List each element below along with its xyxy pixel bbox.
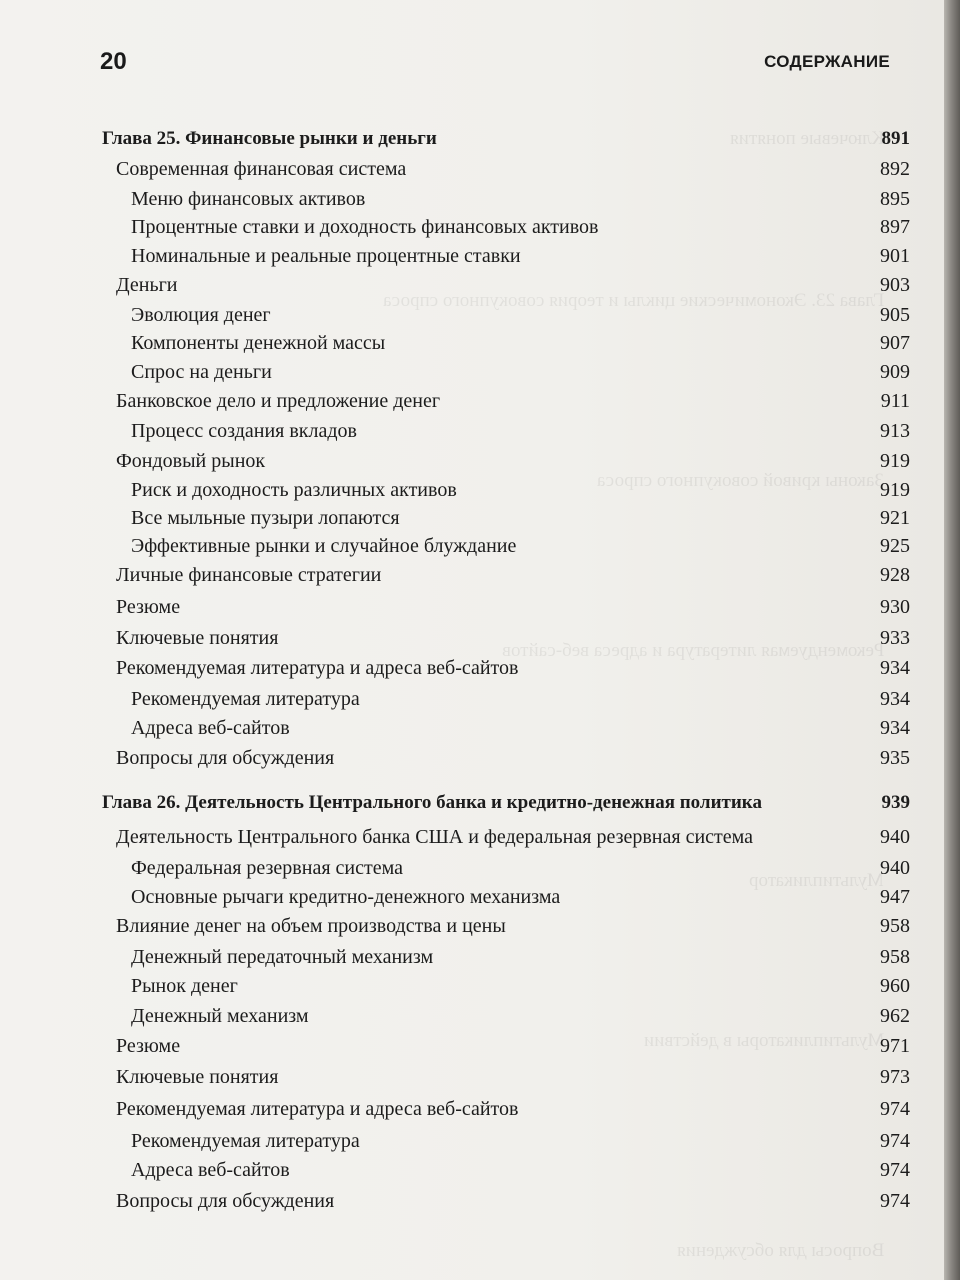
toc-entry (0, 479, 944, 509)
bleed-through-text: Глава 23. Экономические циклы и теория совокупного спроса (382, 290, 884, 311)
entry-title: Ключевые понятия (116, 1066, 279, 1088)
entry-page: 958 (880, 915, 910, 937)
entry-page: 934 (880, 657, 910, 679)
toc-entry (0, 946, 944, 976)
entry-title: Процентные ставки и доходность финансовых активов (131, 216, 599, 238)
entry-page: 974 (880, 1130, 910, 1152)
toc-entry (0, 188, 944, 218)
entry-title: Рекомендуемая литература и адреса веб-сайтов (116, 657, 519, 679)
toc-entry (0, 915, 944, 945)
entry-page: 928 (880, 564, 910, 586)
entry-title: Адреса веб-сайтов (131, 1159, 290, 1181)
toc-entry (0, 564, 944, 594)
entry-title: Адреса веб-сайтов (131, 717, 290, 739)
entry-page: 935 (880, 747, 910, 769)
chapter-page: 939 (881, 792, 910, 813)
toc-entry (0, 1159, 944, 1189)
entry-title: Влияние денег на объем производства и цены (116, 915, 506, 937)
toc-entry (0, 1066, 944, 1096)
chapter-page: 891 (881, 128, 910, 149)
toc-entry (0, 1035, 944, 1065)
entry-page: 934 (880, 688, 910, 710)
entry-page: 895 (880, 188, 910, 210)
entry-page: 897 (880, 216, 910, 238)
entry-page: 962 (880, 1005, 910, 1027)
running-head: СОДЕРЖАНИЕ (764, 52, 890, 71)
entry-title: Деятельность Центрального банка США и федеральная резервная система (116, 826, 754, 848)
entry-page: 974 (880, 1159, 910, 1181)
entry-title: Денежный механизм (131, 1005, 309, 1027)
entry-page: 919 (880, 450, 910, 472)
chapter-title: Глава 26. Деятельность Центрального банка и кредитно-денежная политика (102, 792, 762, 813)
entry-title: Номинальные и реальные процентные ставки (131, 245, 521, 267)
toc-entry (0, 390, 944, 420)
toc-entry (0, 747, 944, 777)
toc-entry (0, 274, 944, 304)
bleed-through-text: Ключевые понятия (729, 128, 884, 149)
toc-entry (0, 245, 944, 275)
toc-chapter (0, 792, 944, 822)
toc-entry (0, 361, 944, 391)
toc-entry (0, 886, 944, 916)
chapter-title: Глава 25. Финансовые рынки и деньги (102, 128, 437, 149)
entry-title: Компоненты денежной массы (131, 332, 386, 354)
toc-entry (0, 1130, 944, 1160)
entry-page: 892 (880, 158, 910, 180)
entry-title: Федеральная резервная система (131, 857, 403, 879)
toc-entry (0, 158, 944, 188)
entry-page: 925 (880, 535, 910, 557)
entry-title: Рекомендуемая литература и адреса веб-сайтов (116, 1098, 519, 1120)
entry-title: Процесс создания вкладов (131, 420, 357, 442)
toc-entry (0, 216, 944, 246)
toc-entry (0, 688, 944, 718)
book-spine-shadow (944, 0, 960, 1280)
bleed-through-text: Рекомендуемая литература и адреса веб-сайтов (501, 640, 884, 661)
entry-page: 974 (880, 1190, 910, 1212)
entry-page: 909 (880, 361, 910, 383)
toc-entry (0, 304, 944, 334)
toc-entry (0, 826, 944, 856)
bleed-through-text: Мультипликаторы в действии (643, 1030, 884, 1051)
entry-title: Эффективные рынки и случайное блуждание (131, 535, 517, 557)
entry-page: 921 (880, 507, 910, 529)
entry-title: Резюме (116, 1035, 181, 1057)
entry-page: 971 (880, 1035, 910, 1057)
entry-title: Рынок денег (131, 975, 238, 997)
entry-title: Ключевые понятия (116, 627, 279, 649)
toc-entry (0, 657, 944, 687)
toc-entry (0, 717, 944, 747)
entry-page: 903 (880, 274, 910, 296)
entry-title: Вопросы для обсуждения (116, 1190, 335, 1212)
entry-title: Эволюция денег (131, 304, 271, 326)
entry-title: Риск и доходность различных активов (131, 479, 457, 501)
entry-page: 940 (880, 857, 910, 879)
entry-title: Фондовый рынок (116, 450, 266, 472)
bleed-through-text: Вопросы для обсуждения (676, 1240, 884, 1261)
entry-title: Спрос на деньги (131, 361, 272, 383)
entry-page: 901 (880, 245, 910, 267)
toc-entry (0, 1005, 944, 1035)
entry-page: 958 (880, 946, 910, 968)
entry-page: 940 (880, 826, 910, 848)
entry-title: Современная финансовая система (116, 158, 407, 180)
entry-page: 947 (880, 886, 910, 908)
entry-page: 974 (880, 1098, 910, 1120)
entry-title: Резюме (116, 596, 181, 618)
bleed-through-text: Законы кривой совокупного спроса (597, 470, 884, 491)
entry-page: 934 (880, 717, 910, 739)
entry-page: 913 (880, 420, 910, 442)
toc-entry (0, 627, 944, 657)
entry-title: Банковское дело и предложение денег (116, 390, 441, 412)
toc-entry (0, 507, 944, 537)
bleed-through-text: Мультипликатор (749, 870, 884, 891)
toc-entry (0, 975, 944, 1005)
entry-page: 905 (880, 304, 910, 326)
toc-entry (0, 857, 944, 887)
entry-title: Вопросы для обсуждения (116, 747, 335, 769)
entry-page: 907 (880, 332, 910, 354)
entry-title: Меню финансовых активов (131, 188, 366, 210)
entry-title: Рекомендуемая литература (131, 1130, 360, 1152)
toc-entry (0, 535, 944, 565)
entry-page: 933 (880, 627, 910, 649)
toc-entry (0, 596, 944, 626)
entry-title: Денежный передаточный механизм (131, 946, 434, 968)
page-number: 20 (100, 48, 127, 75)
toc-entry (0, 332, 944, 362)
toc-chapter (0, 128, 944, 158)
entry-page: 919 (880, 479, 910, 501)
toc-entry (0, 450, 944, 480)
entry-page: 930 (880, 596, 910, 618)
toc-entry (0, 420, 944, 450)
toc-entry (0, 1098, 944, 1128)
entry-title: Рекомендуемая литература (131, 688, 360, 710)
entry-page: 973 (880, 1066, 910, 1088)
entry-title: Основные рычаги кредитно-денежного механизма (131, 886, 561, 908)
entry-page: 960 (880, 975, 910, 997)
entry-page: 911 (880, 390, 910, 412)
entry-title: Все мыльные пузыри лопаются (131, 507, 400, 529)
toc-entry (0, 1190, 944, 1220)
entry-title: Деньги (116, 274, 178, 296)
entry-title: Личные финансовые стратегии (116, 564, 382, 586)
